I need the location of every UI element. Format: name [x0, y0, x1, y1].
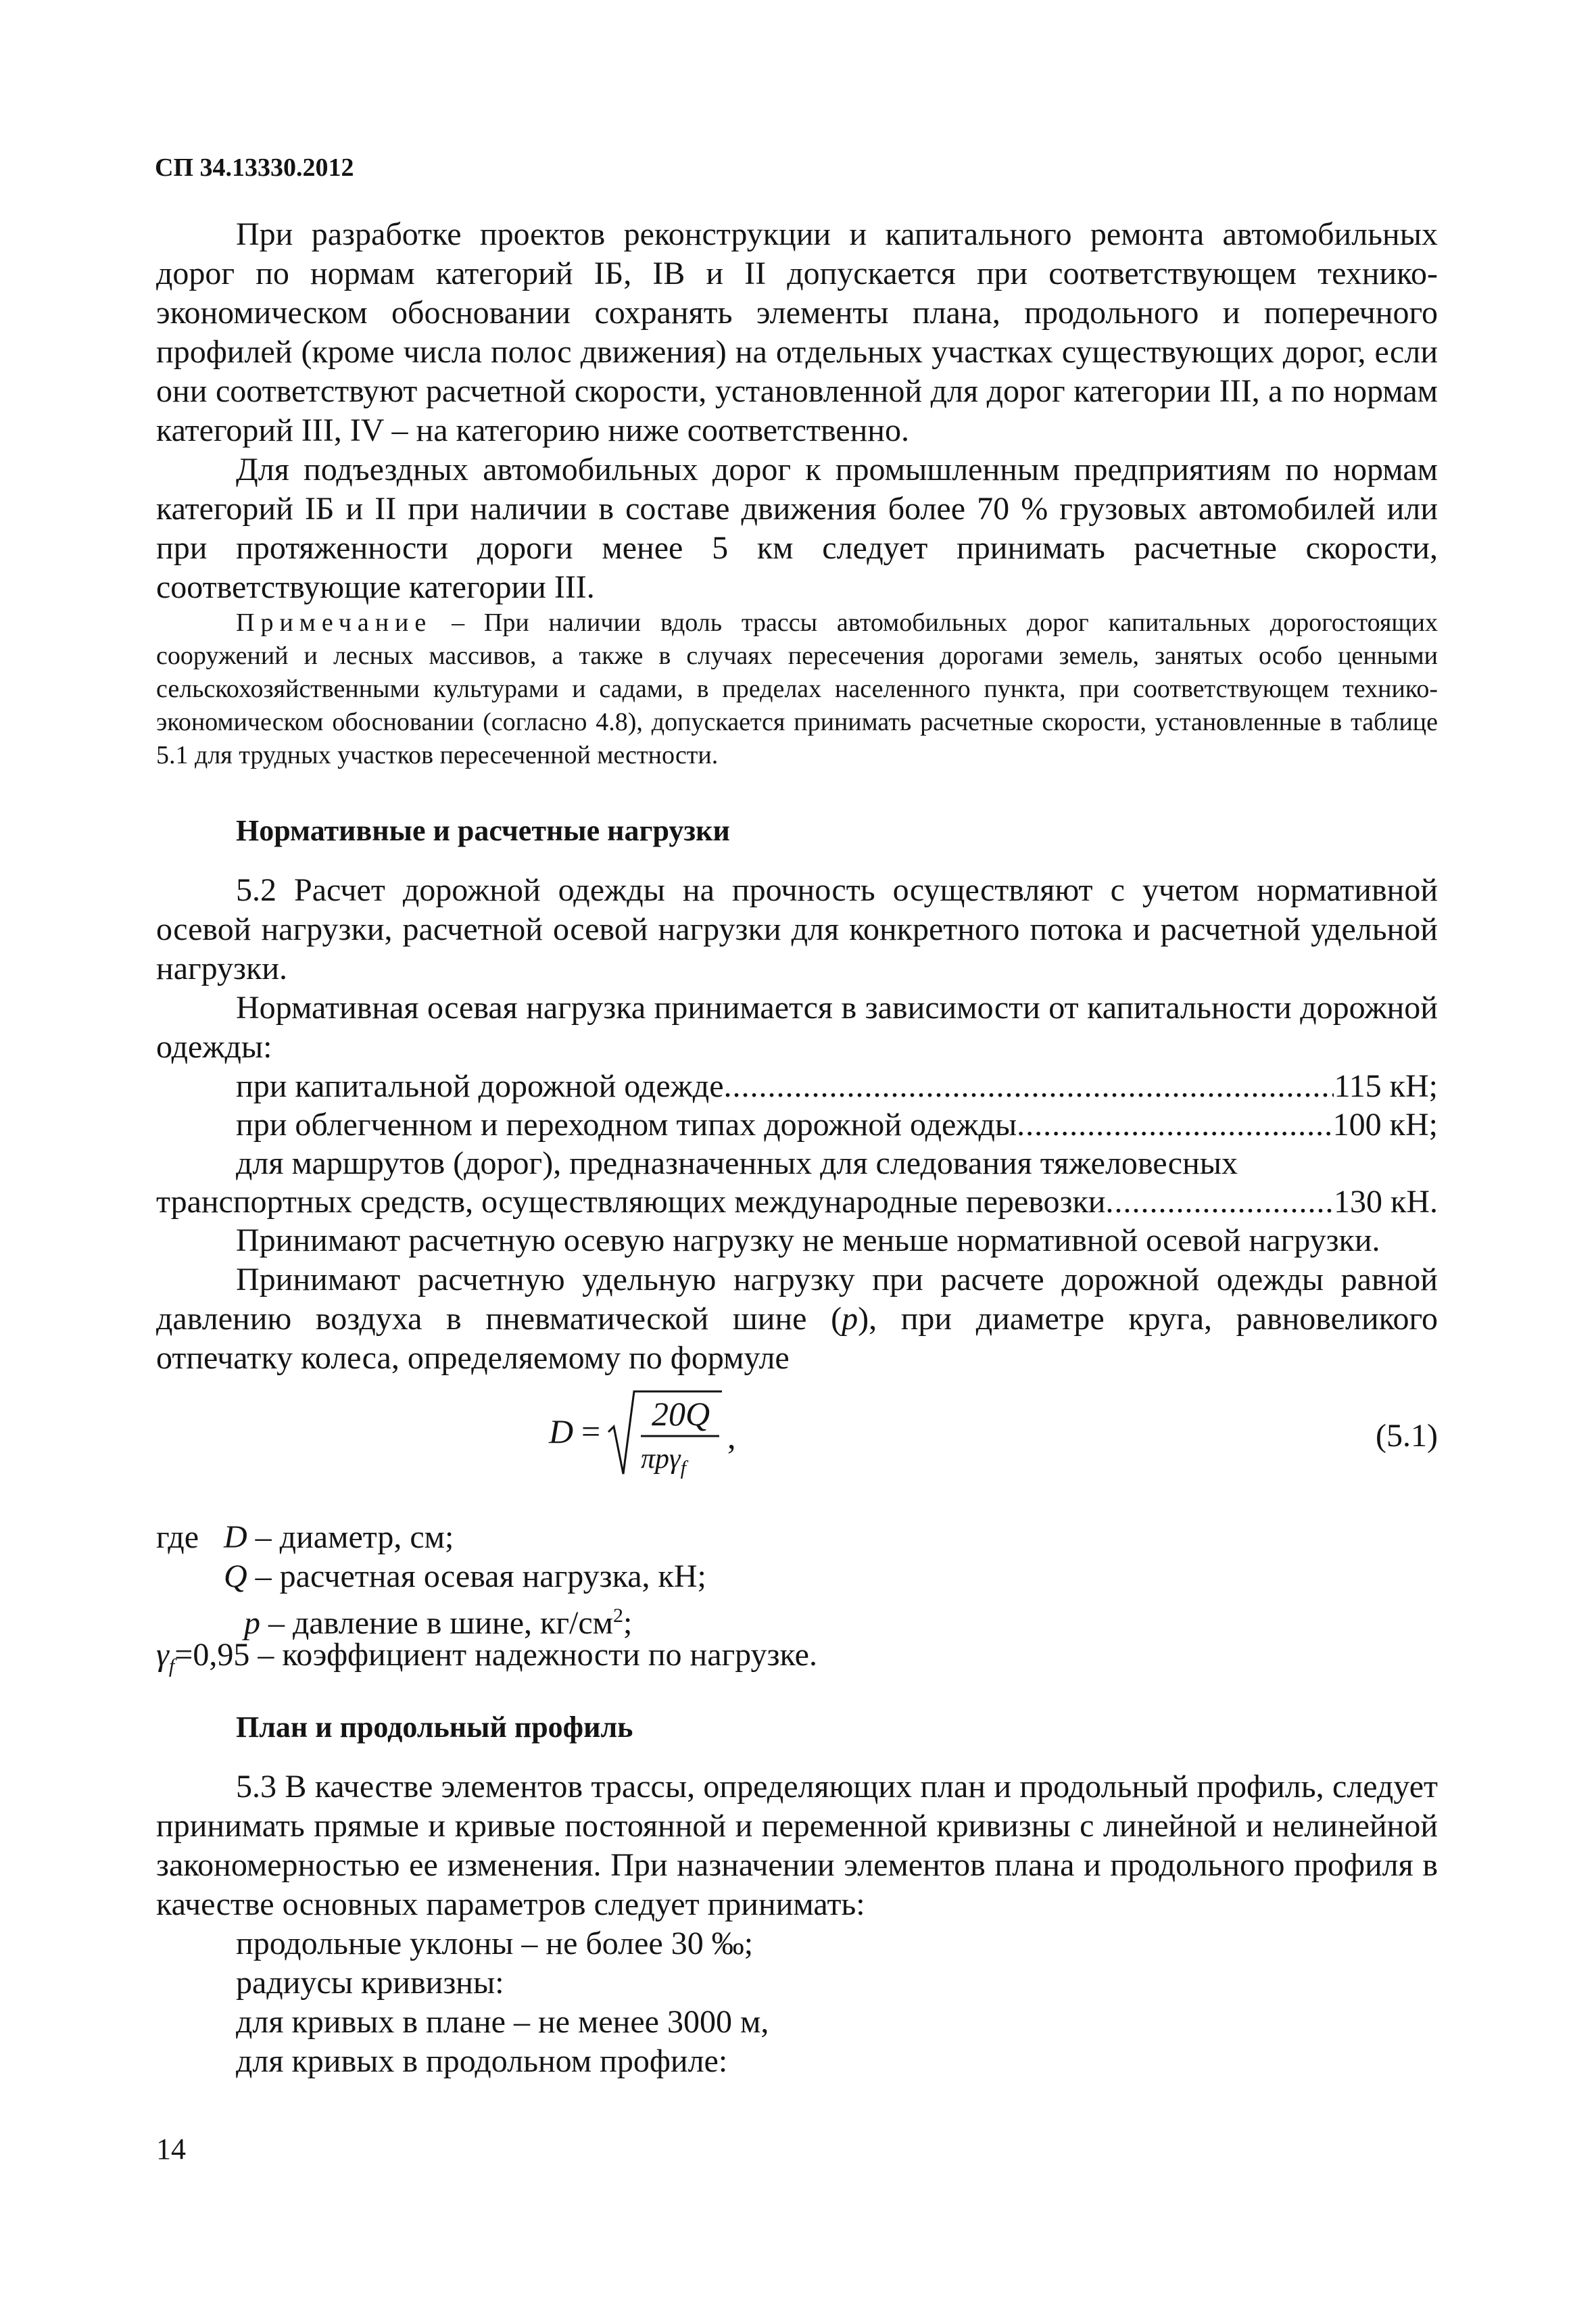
intro-paragraph-1: При разработке проектов реконструкции и капитального ремонта автомобильных дорог по нормам категорий IБ, IВ и II допускается при соответствующем технико-экономическом обосновании сохранять элементы плана, продольного и поперечного профилей (кроме числа полос движения) на отдельных участках существующих дорог, если они соответствуют расчетной скорости, установленной для дорог категории III, а по нормам категорий III, IV – на категорию ниже соответственно.	[156, 216, 1438, 448]
plan-line-4: для кривых в продольном профиле:	[236, 2043, 728, 2079]
load-item-label: при облегченном и переходном типах дорожной одежды	[236, 1107, 1017, 1143]
formula-numerator: 20Q	[652, 1395, 710, 1433]
leader-dots	[1017, 1105, 1333, 1144]
loads-block	[156, 871, 1438, 1378]
plan-line-2: радиусы кривизны:	[236, 1965, 504, 2001]
note-text: – При наличии вдоль трассы автомобильных дорог капитальных дорогостоящих сооружений и лесных массивов, а также в случаях пересечения дорогами земель, занятых особо ценными сельскохозяйственными культурами и садами, в пределах населенного пункта, при соответствующем технико-экономическом обосновании (согласно 4.8), допускается принимать расчетные скорости, установленные в таблице 5.1 для трудных участков пересеченной местности.	[156, 608, 1438, 769]
definition-row-2	[156, 1557, 817, 1596]
load-list-item-3-line2	[156, 1183, 1438, 1221]
load-list-item-1	[156, 1067, 1438, 1105]
loads-paragraph-3: Принимают расчетную осевую нагрузку не меньше нормативной осевой нагрузки.	[236, 1222, 1380, 1258]
plan-block	[156, 1767, 1438, 2081]
note-label: Примечание	[236, 608, 433, 637]
p4-text-b: ), при диаметре круга, равновеликого отпечатку колеса, определяемому по формуле	[156, 1301, 1438, 1376]
definition-text: =0,95 – коэффициент надежности по нагрузке.	[174, 1637, 817, 1673]
definitions-block	[156, 1518, 817, 1675]
where-label: где	[156, 1519, 199, 1555]
p4-text-a: Принимают расчетную удельную нагрузку при расчете дорожной одежды равной давлению воздуха в пневматической шине (	[156, 1262, 1438, 1337]
definition-superscript: 2	[613, 1604, 624, 1627]
page-number: 14	[156, 2132, 186, 2166]
intro-paragraph-2: Для подъездных автомобильных дорог к промышленным предприятиям по нормам категорий IБ и II при наличии в составе движения более 70 % грузовых автомобилей или при протяженности дороги менее 5 км следует принимать расчетные скорости, соответствующие категории III.	[156, 452, 1438, 605]
note-paragraph	[156, 606, 1438, 772]
p4-variable: p	[842, 1301, 859, 1337]
load-item-value: 130 кН.	[1334, 1184, 1438, 1220]
definition-symbol: D	[224, 1519, 247, 1555]
formula-equals: =	[581, 1412, 601, 1450]
definition-symbol: p	[244, 1605, 260, 1641]
formula-5-1	[546, 1387, 790, 1482]
definition-row-1	[156, 1518, 817, 1557]
load-item-label: при капитальной дорожной одежде	[236, 1068, 724, 1104]
definition-text: – давление в шине, кг/см	[268, 1605, 614, 1641]
formula-denominator	[641, 1443, 686, 1479]
section-heading-loads: Нормативные и расчетные нагрузки	[236, 814, 730, 847]
load-item-value: 100 кН;	[1332, 1107, 1438, 1143]
loads-paragraph-1: 5.2 Расчет дорожной одежды на прочность осуществляют с учетом нормативной осевой нагрузки, расчетной осевой нагрузки для конкретного потока и расчетной удельной нагрузки.	[156, 872, 1438, 986]
definition-tail: ;	[623, 1605, 633, 1641]
plan-line-3: для кривых в плане – не менее 3000 м,	[236, 2004, 769, 2040]
definition-subscript: f	[168, 1654, 175, 1677]
definition-1	[224, 1518, 454, 1557]
intro-block	[156, 215, 1438, 607]
definition-text: – диаметр, см;	[255, 1519, 454, 1555]
definition-row-3	[156, 1596, 817, 1641]
load-item-value: 115 кН;	[1334, 1068, 1438, 1104]
formula-lhs: D	[549, 1412, 574, 1450]
load-item-label: транспортных средств, осуществляющих международные перевозки	[156, 1184, 1106, 1220]
definition-4	[156, 1637, 817, 1677]
leader-dots	[724, 1067, 1334, 1105]
leader-dots	[1106, 1183, 1334, 1221]
definition-symbol: γ	[156, 1637, 169, 1673]
formula-comma: ,	[727, 1418, 736, 1456]
loads-paragraph-2: Нормативная осевая нагрузка принимается в зависимости от капитальности дорожной одежды:	[156, 990, 1438, 1065]
loads-paragraph-4	[156, 1260, 1438, 1378]
formula-number: (5.1)	[1376, 1418, 1438, 1454]
plan-paragraph-1: 5.3 В качестве элементов трассы, определяющих план и продольный профиль, следует принимать прямые и кривые постоянной и переменной кривизны с линейной и нелинейной закономерностью ее изменения. При назначении элементов плана и продольного профиля в качестве основных параметров следует принимать:	[156, 1769, 1438, 1922]
load-list-item-3-line1: для маршрутов (дорог), предназначенных для следования тяжеловесных	[236, 1145, 1238, 1181]
definition-symbol: Q	[224, 1558, 247, 1594]
formula-denominator-sub: f	[680, 1456, 686, 1479]
section-heading-plan: План и продольный профиль	[236, 1711, 633, 1744]
plan-line-1: продольные уклоны – не более 30 ‰;	[236, 1926, 754, 1961]
definition-2	[224, 1557, 706, 1596]
definition-text: – расчетная осевая нагрузка, кН;	[255, 1558, 706, 1594]
formula-denominator-text: πpγ	[641, 1443, 681, 1475]
definition-row-4	[156, 1636, 817, 1675]
document-code-header: СП 34.13330.2012	[155, 153, 354, 182]
load-list-item-2	[156, 1105, 1438, 1144]
